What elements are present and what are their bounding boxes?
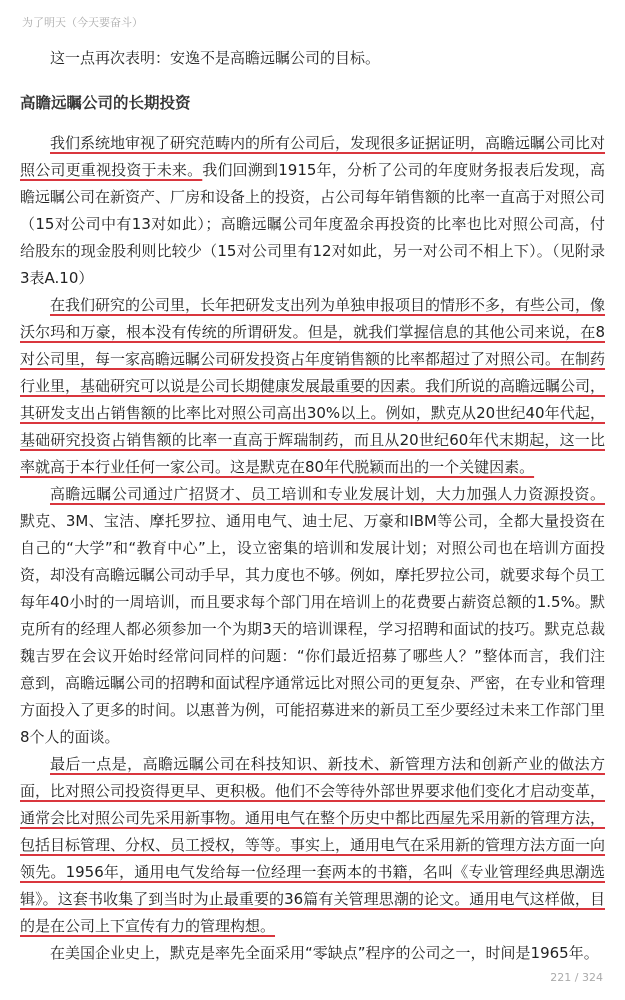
paragraph-2 — [20, 292, 605, 481]
highlighted-text[interactable]: 高瞻远瞩公司通过广招贤才、员工培训和专业发展计划，大力加强人力资源投资。 — [50, 485, 605, 503]
plain-text: 在美国企业史上，默克是率先全面采用“零缺点”程序的公司之一，时间是1965年。 — [50, 944, 599, 962]
paragraph-5 — [20, 940, 605, 967]
reading-content — [20, 45, 605, 967]
page-indicator: 221 / 324 — [550, 971, 603, 984]
plain-text: 默克、3M、宝洁、摩托罗拉、通用电气、迪士尼、万豪和IBM等公司，全都大量投资在自己的“大学”和“教育中心”上，设立密集的培训和发展计划；对照公司也在培训方面投资，却没有高瞻远瞩公司动手早，其力度也不够。例如，摩托罗拉公司，就要求每个员工每年40小时的一周培训，而且要求每个部门用在培训上的花费要占薪资总额的1.5%。默克所有的经理人都必须参加一个为期3天的培训课程，学习招聘和面试的技巧。默克总裁魏吉罗在会议开始时经常问同样的问题：“你们最近招募了哪些人？”整体而言，我们注意到，高瞻远瞩公司的招聘和面试程序通常远比对照公司的更复杂、严密，在专业和管理方面投入了更多的时间。以惠普为例，可能招募进来的新员工至少要经过未来工作部门里8个人的面谈。 — [20, 512, 606, 746]
highlighted-text[interactable]: 在我们研究的公司里，长年把研发支出列为单独申报项目的情形不多，有些公司，像沃尔玛和万豪，根本没有传统的所谓研发。但是，就我们掌握信息的其他公司来说，在8对公司里，每一家高瞻远瞩公司研发投资占年度销售额的比率都超过了对照公司。在制药行业里，基础研究可以说是公司长期健康发展最重要的因素。我们所说的高瞻远瞩公司，其研发支出占销售额的比率比对照公司高出30%以上。例如，默克从20世纪40年代起，基础研究投资占销售额的比率一直高于辉瑞制药，而且从20世纪60年代末期起，这一比率就高于本行业任何一家公司。这是默克在80年代脱颖而出的一个关键因素。 — [20, 296, 606, 476]
intro-paragraph: 这一点再次表明：安逸不是高瞻远瞩公司的目标。 — [50, 49, 381, 67]
paragraph-1 — [20, 130, 605, 292]
section-heading: 高瞻远瞩公司的长期投资 — [20, 94, 191, 112]
book-title: 为了明天（今天要奋斗） — [22, 16, 143, 29]
highlighted-text[interactable]: 最后一点是，高瞻远瞩公司在科技知识、新技术、新管理方法和创新产业的做法方面，比对照公司投资得更早、更积极。他们不会等待外部世界要求他们变化才启动变革，通常会比对照公司先采用新事物。通用电气在整个历史中都比西屋先采用新的管理方法，包括目标管理、分权、员工授权，等等。事实上，通用电气在采用新的管理方法方面一向领先。1956年，通用电气发给每一位经理一套两本的书籍，名叫《专业管理经典思潮选辑》。这套书收集了到当时为止最重要的36篇有关管理思潮的论文。通用电气这样做，目的是在公司上下宣传有力的管理构想。 — [20, 755, 606, 935]
highlighted-text[interactable]: 我们系统地审视了研究范畴内的所有公司后，发现很多证据证明，高瞻远瞩公司比对照公司更重视投资于未来。 — [20, 134, 606, 179]
plain-text: 我们回溯到1915年，分析了公司的年度财务报表后发现，高瞻远瞩公司在新资产、厂房和设备上的投资，占公司每年销售额的比率一直高于对照公司（15对公司中有13对如此）；高瞻远瞩公司年度盈余再投资的比率也比对照公司高，付给股东的现金股利则比较少（15对公司里有12对如此，另一对公司不相上下）。（见附录3表A.10） — [20, 161, 606, 287]
paragraph-4 — [20, 751, 605, 940]
paragraph-3 — [20, 481, 605, 751]
